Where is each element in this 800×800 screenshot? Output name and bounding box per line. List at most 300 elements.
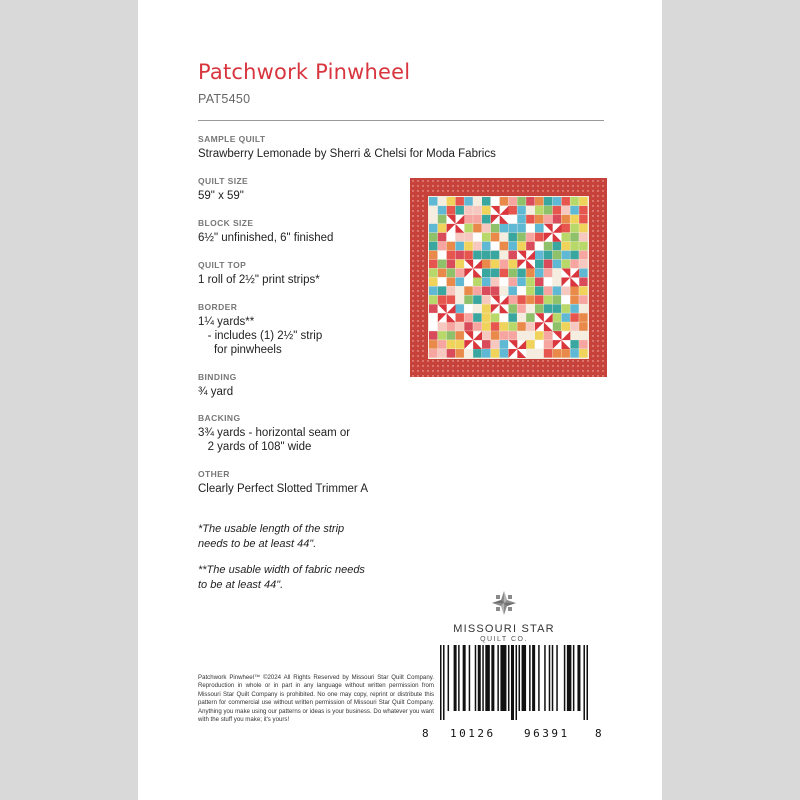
quilt-patch: [526, 206, 534, 215]
spec-value: 3¾ yards - horizontal seam or 2 yards of 108" wide: [198, 427, 351, 453]
barcode-bar: [448, 645, 450, 711]
quilt-patch: [482, 340, 490, 349]
spec-label: BLOCK SIZE: [198, 218, 254, 228]
quilt-patch: [464, 242, 472, 251]
spec-label: OTHER: [198, 469, 230, 479]
barcode-bar: [482, 645, 484, 711]
quilt-patch: [500, 313, 508, 322]
quilt-patch: [456, 260, 464, 269]
spec-label: QUILT TOP: [198, 260, 247, 270]
quilt-patch: [473, 304, 481, 313]
barcode-bar: [573, 645, 575, 711]
quilt-patch: [429, 260, 437, 269]
quilt-patch: [570, 206, 578, 215]
quilt-patch: [447, 197, 455, 206]
quilt-patch: [500, 260, 508, 269]
quilt-patch: [526, 313, 534, 322]
barcode-bar: [522, 645, 527, 711]
quilt-patch: [482, 349, 490, 358]
quilt-patch: [447, 322, 455, 331]
quilt-patch: [570, 331, 578, 340]
quilt-patch: [579, 251, 587, 260]
quilt-patch: [482, 278, 490, 287]
quilt-patch: [553, 197, 561, 206]
brand-subname: QUILT CO.: [480, 636, 528, 643]
quilt-patch: [509, 278, 517, 287]
quilt-patch: [447, 269, 455, 278]
spec-label: SAMPLE QUILT: [198, 134, 266, 144]
quilt-patch: [526, 224, 534, 233]
quilt-patch: [438, 242, 446, 251]
quilt-patch: [535, 304, 543, 313]
quilt-patch: [544, 295, 552, 304]
quilt-patch: [456, 331, 464, 340]
quilt-patch: [509, 206, 517, 215]
quilt-patch: [482, 215, 490, 224]
quilt-patch: [464, 322, 472, 331]
quilt-patch: [438, 215, 446, 224]
quilt-patch: [456, 304, 464, 313]
barcode-bar: [508, 645, 510, 711]
quilt-patch: [473, 197, 481, 206]
quilt-patch: [438, 206, 446, 215]
quilt-patch: [473, 322, 481, 331]
quilt-patch: [509, 260, 517, 269]
pattern-title: Patchwork Pinwheel: [198, 60, 411, 84]
quilt-patch: [509, 295, 517, 304]
quilt-patch: [429, 233, 437, 242]
quilt-patch: [482, 197, 490, 206]
quilt-patch: [491, 349, 499, 358]
quilt-patch: [447, 251, 455, 260]
quilt-patch: [438, 295, 446, 304]
quilt-patch: [473, 251, 481, 260]
quilt-patch: [464, 197, 472, 206]
quilt-patch: [526, 349, 534, 358]
quilt-patch: [517, 215, 525, 224]
quilt-patch: [509, 215, 517, 224]
quilt-patch: [429, 251, 437, 260]
quilt-patch: [570, 197, 578, 206]
quilt-patch: [456, 286, 464, 295]
quilt-patch: [553, 215, 561, 224]
quilt-patch: [562, 286, 570, 295]
quilt-patch: [562, 260, 570, 269]
spec-quilt-top: [198, 260, 320, 287]
quilt-patch: [544, 304, 552, 313]
quilt-patch: [482, 224, 490, 233]
quilt-patch: [429, 313, 437, 322]
quilt-patch: [579, 278, 587, 287]
quilt-patch: [570, 349, 578, 358]
quilt-patch: [570, 304, 578, 313]
footnote-strip-length: *The usable length of the strip needs to be at least 44".: [198, 523, 345, 550]
quilt-patch: [544, 286, 552, 295]
quilt-patch: [473, 233, 481, 242]
quilt-patch: [456, 313, 464, 322]
quilt-patch: [509, 331, 517, 340]
quilt-patch: [473, 224, 481, 233]
quilt-patch: [491, 340, 499, 349]
quilt-patch: [517, 278, 525, 287]
quilt-patch: [482, 322, 490, 331]
barcode-bar: [469, 645, 471, 711]
quilt-patch: [429, 349, 437, 358]
quilt-patch: [438, 331, 446, 340]
quilt-patch: [491, 322, 499, 331]
quilt-patch: [500, 349, 508, 358]
spec-binding: [198, 372, 237, 399]
quilt-patch: [482, 295, 490, 304]
quilt-patch: [526, 197, 534, 206]
barcode-bar: [586, 645, 588, 720]
barcode-bar: [454, 645, 457, 711]
quilt-patch: [553, 260, 561, 269]
spec-value: 6½" unfinished, 6" finished: [198, 232, 334, 244]
quilt-patch: [482, 313, 490, 322]
quilt-patch: [579, 206, 587, 215]
spec-block-size: [198, 218, 333, 245]
spec-sample-quilt: [198, 134, 496, 161]
spec-value: 1¼ yards** - includes (1) 2½" strip for pinwheels: [198, 316, 323, 356]
quilt-patch: [579, 260, 587, 269]
quilt-patch: [526, 233, 534, 242]
barcode-bar: [544, 645, 546, 711]
quilt-patch: [562, 349, 570, 358]
quilt-patch: [438, 233, 446, 242]
quilt-patch: [526, 322, 534, 331]
quilt-patch: [438, 269, 446, 278]
quilt-patch: [544, 349, 552, 358]
quilt-patch: [509, 251, 517, 260]
quilt-patch: [517, 322, 525, 331]
quilt-patch: [509, 313, 517, 322]
quilt-patch: [464, 349, 472, 358]
barcode-bar: [556, 645, 558, 711]
quilt-patch: [429, 206, 437, 215]
quilt-patch: [579, 304, 587, 313]
spec-label: BORDER: [198, 302, 238, 312]
quilt-patch: [535, 242, 543, 251]
quilt-patch: [491, 286, 499, 295]
barcode-bar: [516, 645, 518, 720]
quilt-patch: [562, 322, 570, 331]
quilt-patch: [482, 269, 490, 278]
quilt-patch: [491, 278, 499, 287]
quilt-patch: [491, 197, 499, 206]
quilt-patch: [456, 269, 464, 278]
quilt-patch: [526, 304, 534, 313]
divider: [198, 120, 604, 121]
quilt-patch: [447, 295, 455, 304]
quilt-patch: [562, 224, 570, 233]
quilt-patch: [509, 197, 517, 206]
quilt-patch: [579, 224, 587, 233]
quilt-patch: [456, 295, 464, 304]
quilt-patch: [526, 242, 534, 251]
quilt-patch: [491, 269, 499, 278]
quilt-patch: [579, 269, 587, 278]
quilt-patch: [535, 224, 543, 233]
quilt-patch: [509, 269, 517, 278]
quilt-patch: [544, 215, 552, 224]
quilt-patch: [562, 242, 570, 251]
quilt-patch: [562, 233, 570, 242]
quilt-patch: [535, 233, 543, 242]
quilt-patch: [535, 215, 543, 224]
quilt-patch: [535, 206, 543, 215]
barcode-bar: [567, 645, 572, 711]
quilt-patch: [473, 278, 481, 287]
quilt-patch: [500, 251, 508, 260]
quilt-patch: [464, 278, 472, 287]
quilt-patch: [562, 206, 570, 215]
quilt-patch: [579, 286, 587, 295]
quilt-patch: [544, 206, 552, 215]
quilt-patch: [570, 322, 578, 331]
quilt-patch: [464, 206, 472, 215]
barcode-digit-left: 8: [422, 727, 432, 740]
quilt-patch: [500, 286, 508, 295]
quilt-patch: [526, 215, 534, 224]
quilt-patch: [553, 349, 561, 358]
quilt-patch: [429, 340, 437, 349]
barcode-bar: [491, 645, 494, 711]
quilt-patch: [473, 349, 481, 358]
quilt-patch: [509, 224, 517, 233]
quilt-patch: [544, 260, 552, 269]
quilt-patch: [491, 331, 499, 340]
quilt-patch: [535, 349, 543, 358]
quilt-patch: [429, 331, 437, 340]
quilt-patch: [447, 260, 455, 269]
quilt-patch: [526, 286, 534, 295]
quilt-patch: [509, 233, 517, 242]
barcode-bar: [475, 645, 477, 711]
quilt-patch: [579, 295, 587, 304]
barcode-bar: [511, 645, 514, 720]
quilt-patch: [544, 331, 552, 340]
quilt-patch: [570, 295, 578, 304]
quilt-patch: [579, 313, 587, 322]
quilt-patch: [429, 286, 437, 295]
quilt-patch: [438, 278, 446, 287]
quilt-patch: [544, 197, 552, 206]
quilt-patch: [447, 340, 455, 349]
quilt-patch: [562, 295, 570, 304]
quilt-patch: [553, 322, 561, 331]
quilt-patch: [579, 349, 587, 358]
quilt-patch: [429, 224, 437, 233]
quilt-patch: [526, 269, 534, 278]
quilt-patch: [570, 224, 578, 233]
quilt-patch: [464, 224, 472, 233]
spec-other: [198, 469, 368, 496]
quilt-patch: [553, 295, 561, 304]
quilt-patch: [517, 304, 525, 313]
quilt-patch: [535, 260, 543, 269]
quilt-patch: [429, 269, 437, 278]
quilt-patch: [491, 242, 499, 251]
quilt-patch: [456, 197, 464, 206]
barcode-bar: [538, 645, 540, 711]
quilt-patch: [429, 197, 437, 206]
quilt-patch: [491, 251, 499, 260]
quilt-patch: [526, 295, 534, 304]
quilt-patch: [464, 304, 472, 313]
quilt-patch: [491, 260, 499, 269]
quilt-patch: [535, 331, 543, 340]
quilt-patch: [544, 340, 552, 349]
spec-value: 59" x 59": [198, 190, 244, 202]
spec-label: QUILT SIZE: [198, 176, 249, 186]
quilt-patch: [464, 286, 472, 295]
barcode-group-1: 10126: [450, 727, 496, 740]
quilt-patch: [526, 278, 534, 287]
quilt-patch: [438, 340, 446, 349]
quilt-patch: [544, 278, 552, 287]
barcode-bar: [497, 645, 499, 711]
brand-name: MISSOURI STAR: [453, 623, 555, 635]
quilt-patch: [491, 313, 499, 322]
quilt-patch: [553, 206, 561, 215]
barcode-bar: [583, 645, 585, 720]
spec-label: BINDING: [198, 372, 237, 382]
quilt-patch: [562, 313, 570, 322]
quilt-patch: [429, 304, 437, 313]
quilt-patch: [509, 242, 517, 251]
quilt-patch: [517, 295, 525, 304]
quilt-patch: [579, 233, 587, 242]
quilt-patch: [482, 251, 490, 260]
quilt-patch: [438, 322, 446, 331]
quilt-patch: [456, 206, 464, 215]
quilt-patch: [447, 286, 455, 295]
quilt-patch: [429, 242, 437, 251]
quilt-patch: [517, 242, 525, 251]
barcode-bar: [440, 645, 442, 720]
quilt-patch: [535, 269, 543, 278]
quilt-patch: [544, 242, 552, 251]
quilt-patch: [473, 286, 481, 295]
quilt-patch: [438, 260, 446, 269]
quilt-patch: [473, 206, 481, 215]
quilt-patch: [544, 251, 552, 260]
quilt-patch: [447, 206, 455, 215]
quilt-patch: [429, 278, 437, 287]
quilt-patch: [500, 224, 508, 233]
footnote-fabric-width: **The usable width of fabric needs to be at least 44".: [198, 564, 365, 591]
quilt-patch: [482, 260, 490, 269]
barcode-bar: [552, 645, 554, 711]
quilt-patch: [447, 349, 455, 358]
quilt-patch: [535, 197, 543, 206]
spec-backing: [198, 413, 350, 454]
quilt-patch: [473, 242, 481, 251]
barcode-bar: [529, 645, 531, 711]
quilt-patch: [500, 340, 508, 349]
quilt-patch: [570, 260, 578, 269]
quilt-patch: [570, 233, 578, 242]
quilt-patch: [570, 251, 578, 260]
footnotes: [198, 522, 365, 604]
quilt-photo: [410, 178, 607, 377]
quilt-patch: [517, 206, 525, 215]
quilt-patch: [438, 349, 446, 358]
quilt-patch: [553, 313, 561, 322]
quilt-patch: [553, 278, 561, 287]
quilt-patch: [562, 251, 570, 260]
quilt-patch: [579, 197, 587, 206]
quilt-patch: [553, 242, 561, 251]
barcode-bar: [532, 645, 535, 711]
quilt-patch: [526, 340, 534, 349]
quilt-patch: [517, 286, 525, 295]
quilt-patch: [579, 322, 587, 331]
quilt-patch: [482, 242, 490, 251]
quilt-patch: [500, 331, 508, 340]
quilt-patch: [535, 340, 543, 349]
quilt-patch: [579, 215, 587, 224]
quilt-patch: [562, 215, 570, 224]
quilt-patch: [500, 278, 508, 287]
quilt-patch: [491, 224, 499, 233]
quilt-patch: [438, 197, 446, 206]
pattern-back-cover: [138, 0, 662, 800]
barcode-bar: [519, 645, 521, 711]
quilt-patch: [553, 269, 561, 278]
barcode: [436, 645, 592, 720]
quilt-patch: [535, 295, 543, 304]
quilt-patch: [517, 313, 525, 322]
quilt-patch: [482, 331, 490, 340]
spec-border: [198, 302, 322, 357]
spec-label: BACKING: [198, 413, 241, 423]
quilt-patch: [517, 224, 525, 233]
quilt-patch: [447, 278, 455, 287]
quilt-patch: [429, 215, 437, 224]
quilt-patch: [456, 349, 464, 358]
quilt-patch: [473, 295, 481, 304]
quilt-patch: [438, 286, 446, 295]
quilt-patch: [579, 331, 587, 340]
pattern-code: PAT5450: [198, 92, 251, 106]
spec-value: ¾ yard: [198, 386, 234, 398]
quilt-patch: [473, 215, 481, 224]
barcode-bar: [485, 645, 490, 711]
quilt-patch: [464, 251, 472, 260]
quilt-patch: [447, 331, 455, 340]
quilt-patch: [500, 242, 508, 251]
quilt-patch: [500, 269, 508, 278]
quilt-patch: [447, 242, 455, 251]
quilt-patch: [456, 322, 464, 331]
quilt-patch: [570, 215, 578, 224]
quilt-patch: [456, 278, 464, 287]
quilt-patch: [456, 242, 464, 251]
barcode-bar: [478, 645, 481, 711]
quilt-patch: [570, 242, 578, 251]
spec-value: Clearly Perfect Slotted Trimmer A: [198, 483, 368, 495]
quilt-patch: [544, 269, 552, 278]
barcode-bar: [443, 645, 445, 720]
quilt-patch: [535, 251, 543, 260]
quilt-patch: [456, 251, 464, 260]
quilt-patch: [482, 304, 490, 313]
spec-value: Strawberry Lemonade by Sherri & Chelsi for Moda Fabrics: [198, 148, 496, 160]
barcode-group-2: 96391: [524, 727, 570, 740]
quilt-patch: [491, 233, 499, 242]
